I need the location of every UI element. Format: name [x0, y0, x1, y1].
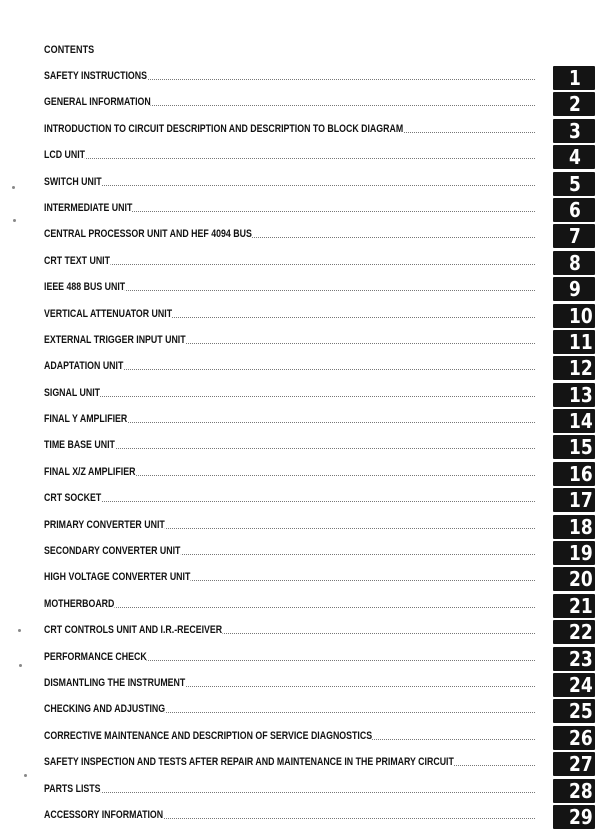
toc-entry[interactable]: [0, 251, 595, 277]
section-number: 8: [569, 250, 581, 275]
section-number: 18: [569, 514, 593, 539]
dot-leader: [44, 792, 535, 793]
section-number: 5: [569, 171, 581, 196]
toc-entry[interactable]: [0, 699, 595, 725]
entry-title: ACCESSORY INFORMATION: [44, 808, 164, 821]
toc-entry[interactable]: [0, 462, 595, 488]
entry-title: SIGNAL UNIT: [44, 386, 101, 399]
toc-entry[interactable]: [0, 304, 595, 330]
toc-entry[interactable]: [0, 409, 595, 435]
entry-title: PERFORMANCE CHECK: [44, 650, 147, 663]
entry-title: CRT TEXT UNIT: [44, 254, 110, 267]
entry-title: DISMANTLING THE INSTRUMENT: [44, 676, 186, 689]
toc-entry[interactable]: [0, 673, 595, 699]
contents-heading: CONTENTS: [44, 44, 95, 56]
section-number: 17: [569, 488, 593, 513]
entry-title: PRIMARY CONVERTER UNIT: [44, 518, 165, 531]
section-number: 3: [569, 118, 581, 143]
dot-leader: [44, 448, 535, 449]
entry-title: TIME BASE UNIT: [44, 439, 115, 452]
toc-entry[interactable]: [0, 567, 595, 593]
section-number: 15: [569, 435, 593, 460]
entry-title: VERTICAL ATTENUATOR UNIT: [44, 307, 173, 320]
entry-title: GENERAL INFORMATION: [44, 96, 151, 109]
entry-title: INTRODUCTION TO CIRCUIT DESCRIPTION AND DESCRIPTION TO BLOCK DIAGRAM: [44, 122, 404, 135]
dot-leader: [44, 264, 535, 265]
entry-title: FINAL Y AMPLIFIER: [44, 413, 128, 426]
toc-entry[interactable]: [0, 647, 595, 673]
toc-entry[interactable]: [0, 145, 595, 171]
dot-leader: [44, 185, 535, 186]
entry-title: CORRECTIVE MAINTENANCE AND DESCRIPTION OF SERVICE DIAGNOSTICS: [44, 729, 373, 742]
entry-title: CRT CONTROLS UNIT AND I.R.-RECEIVER: [44, 624, 223, 637]
toc-entry[interactable]: [0, 620, 595, 646]
section-number: 21: [569, 593, 593, 618]
section-number: 10: [569, 303, 593, 328]
entry-title: SWITCH UNIT: [44, 175, 102, 188]
section-number: 2: [569, 92, 581, 117]
entry-title: HIGH VOLTAGE CONVERTER UNIT: [44, 571, 191, 584]
toc-entry[interactable]: [0, 805, 595, 831]
section-number: 24: [569, 672, 593, 697]
entry-title: CHECKING AND ADJUSTING: [44, 703, 166, 716]
dot-leader: [44, 158, 535, 159]
dot-leader: [44, 607, 535, 608]
entry-title: INTERMEDIATE UNIT: [44, 201, 133, 214]
toc-entry[interactable]: [0, 488, 595, 514]
toc-entry[interactable]: [0, 119, 595, 145]
toc-entry[interactable]: [0, 224, 595, 250]
section-number: 11: [569, 329, 593, 354]
entry-title: SAFETY INSTRUCTIONS: [44, 70, 148, 82]
toc-entry[interactable]: [0, 779, 595, 805]
section-number: 4: [569, 145, 581, 170]
toc-entry[interactable]: [0, 515, 595, 541]
toc-entry[interactable]: [0, 356, 595, 382]
section-number: 16: [569, 461, 593, 486]
entry-title: SECONDARY CONVERTER UNIT: [44, 545, 181, 558]
section-number: 19: [569, 541, 593, 566]
toc-entry[interactable]: [0, 383, 595, 409]
toc-entry[interactable]: [0, 66, 595, 92]
table-of-contents: [0, 66, 595, 831]
entry-title: SAFETY INSPECTION AND TESTS AFTER REPAIR AND MAINTENANCE IN THE PRIMARY CIRCUIT: [44, 756, 454, 769]
section-number: 1: [569, 66, 581, 90]
toc-entry[interactable]: [0, 92, 595, 118]
toc-entry[interactable]: [0, 726, 595, 752]
entry-title: LCD UNIT: [44, 149, 86, 162]
section-number: 28: [569, 778, 593, 803]
section-number: 14: [569, 409, 593, 434]
section-number: 9: [569, 277, 581, 302]
section-number: 23: [569, 646, 593, 671]
entry-title: EXTERNAL TRIGGER INPUT UNIT: [44, 333, 186, 346]
dot-leader: [44, 396, 535, 397]
toc-entry[interactable]: [0, 277, 595, 303]
toc-entry[interactable]: [0, 435, 595, 461]
toc-entry[interactable]: [0, 198, 595, 224]
entry-title: MOTHERBOARD: [44, 597, 115, 610]
dot-leader: [44, 501, 535, 502]
section-number: 27: [569, 752, 593, 777]
entry-title: IEEE 488 BUS UNIT: [44, 281, 126, 294]
toc-entry[interactable]: [0, 330, 595, 356]
toc-entry[interactable]: [0, 752, 595, 778]
section-number: 22: [569, 620, 593, 645]
section-number: 6: [569, 197, 581, 222]
section-number: 13: [569, 382, 593, 407]
section-number: 12: [569, 356, 593, 381]
entry-title: ADAPTATION UNIT: [44, 360, 124, 373]
entry-title: PARTS LISTS: [44, 782, 101, 795]
entry-title: CENTRAL PROCESSOR UNIT AND HEF 4094 BUS: [44, 228, 252, 241]
entry-title: CRT SOCKET: [44, 492, 102, 505]
section-number: 7: [569, 224, 581, 249]
entry-title: FINAL X/Z AMPLIFIER: [44, 465, 136, 478]
toc-entry[interactable]: [0, 541, 595, 567]
section-number: 25: [569, 699, 593, 724]
toc-entry[interactable]: [0, 172, 595, 198]
section-number: 29: [569, 804, 593, 829]
toc-entry[interactable]: [0, 594, 595, 620]
section-number: 20: [569, 567, 593, 592]
section-number: 26: [569, 725, 593, 750]
